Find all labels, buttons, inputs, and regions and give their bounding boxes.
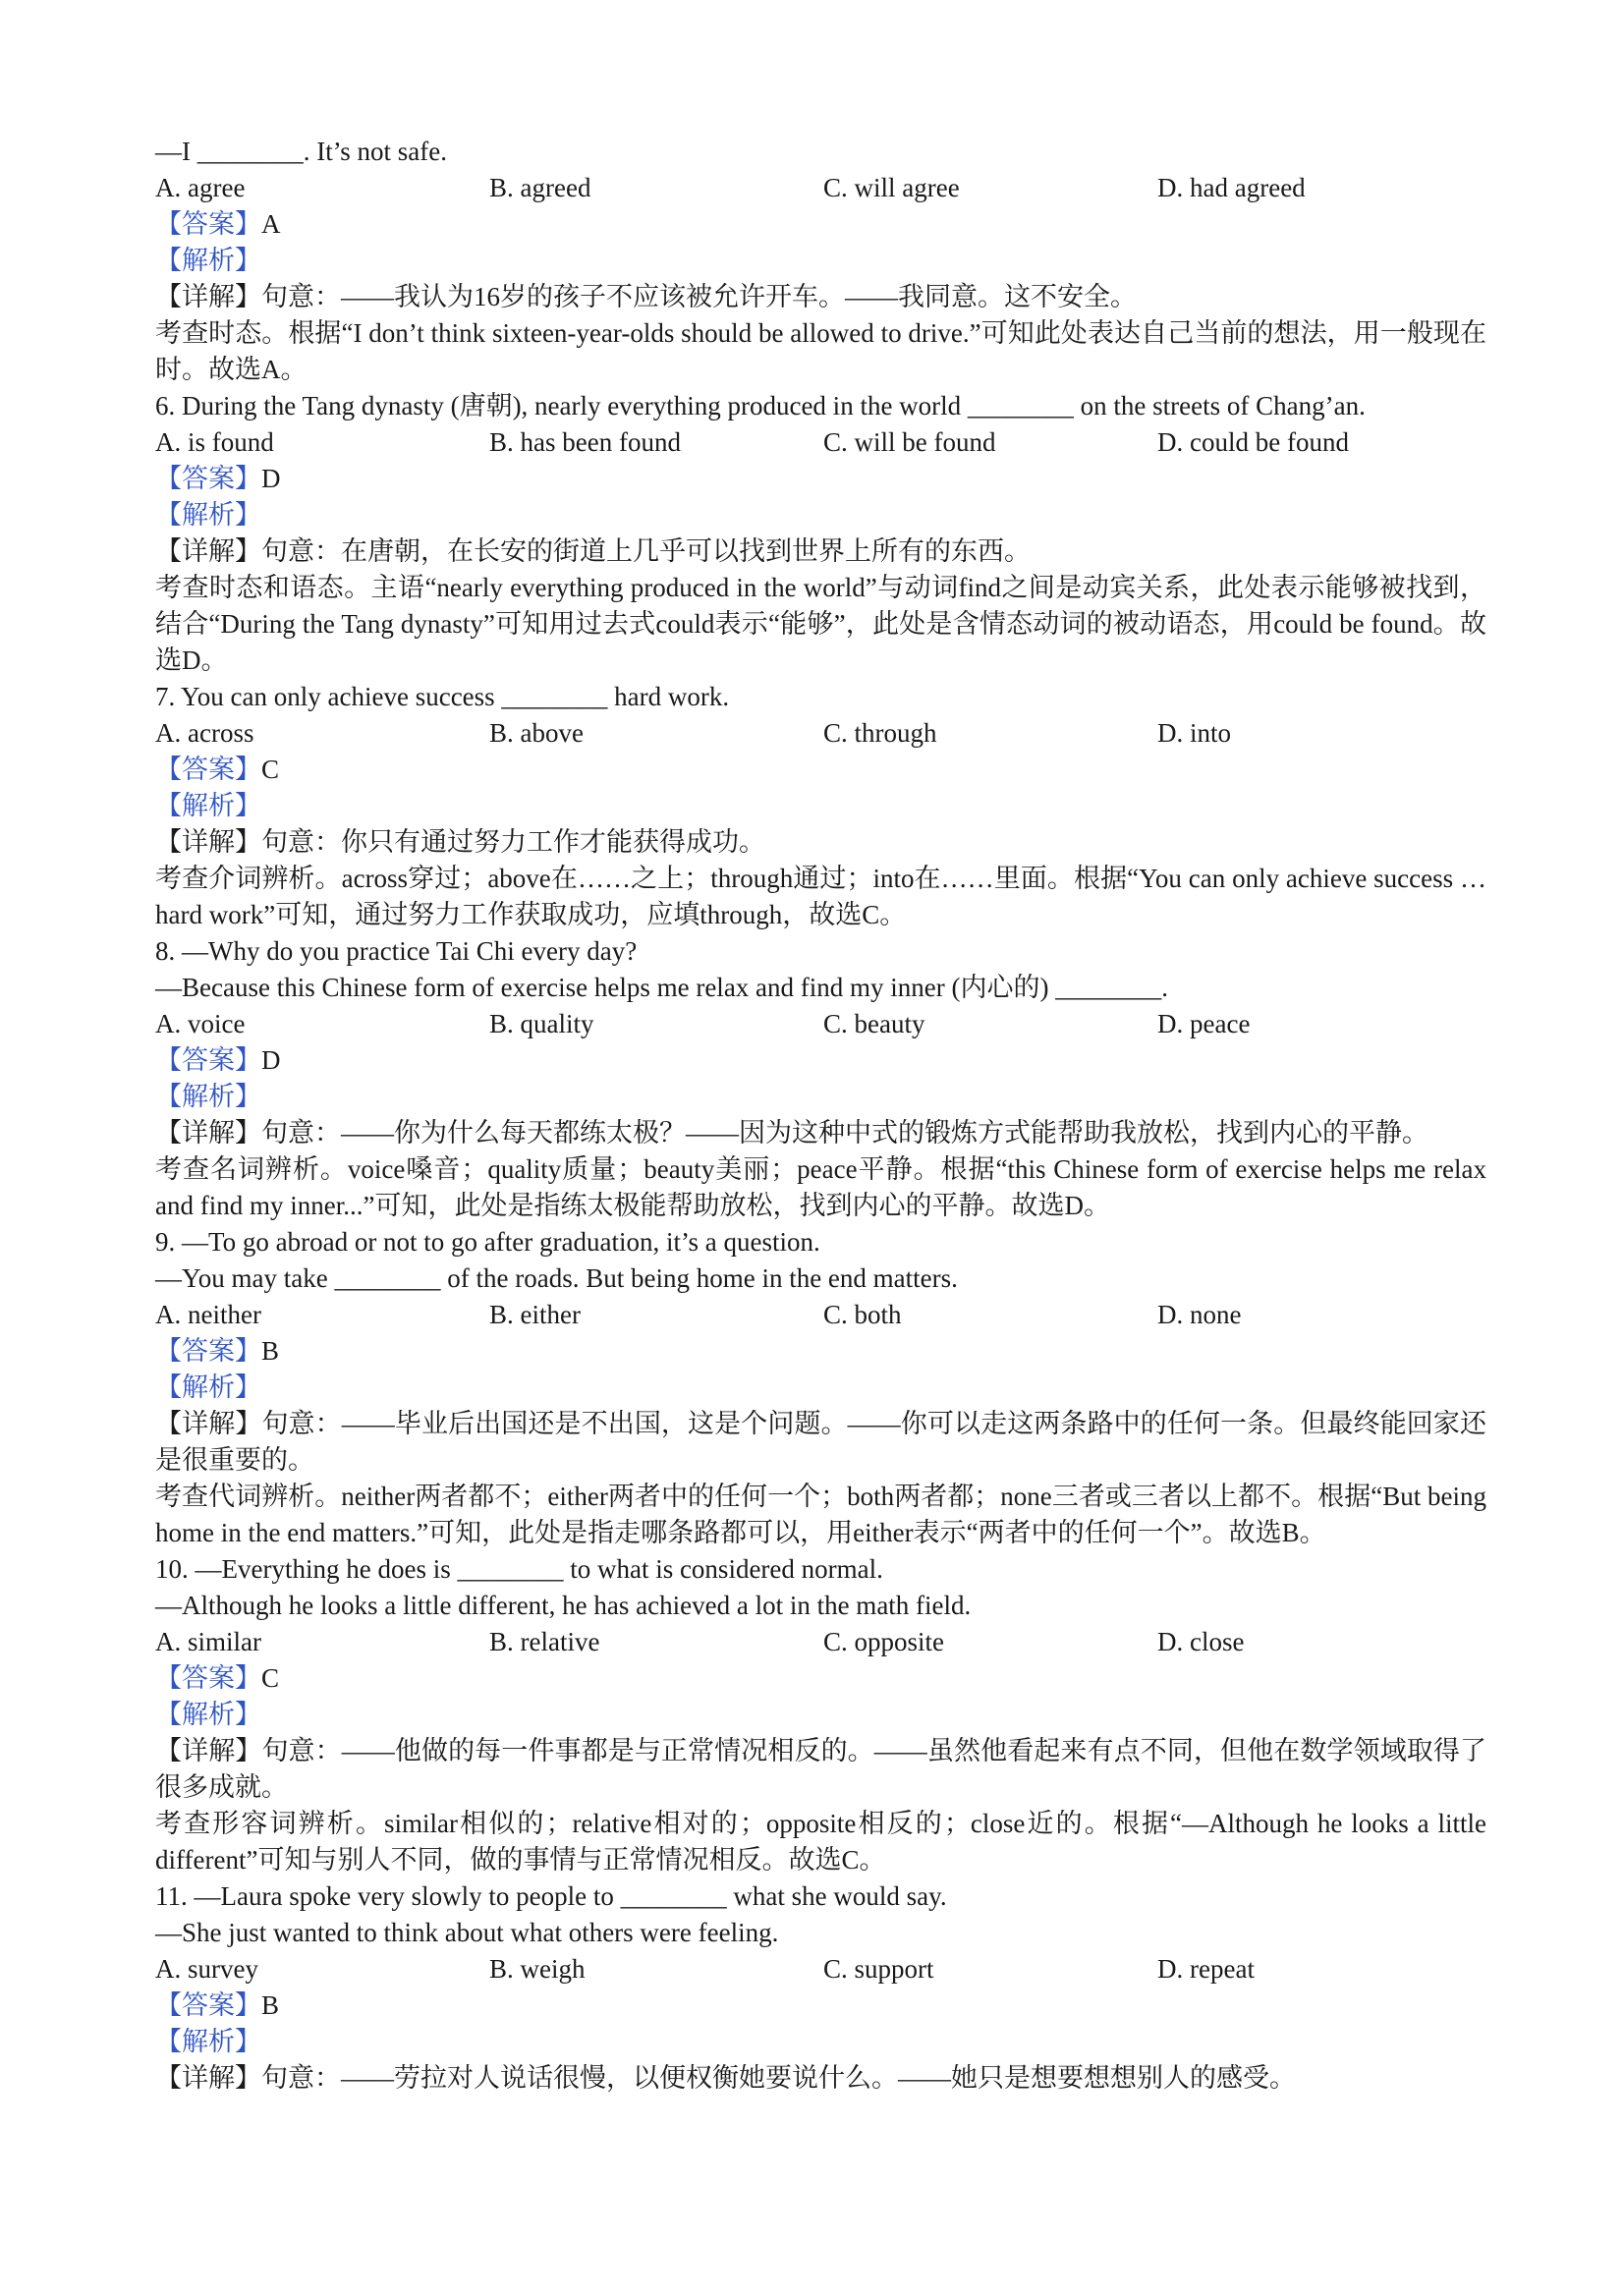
q11-stem-2: —She just wanted to think about what others were feeling. [155, 1918, 779, 1947]
q11-option-b: B. weigh [489, 1954, 586, 1984]
q7-options [155, 715, 1486, 752]
q11-detail [155, 2060, 1486, 2097]
q5-analysis [155, 243, 1486, 279]
detail-label: 【详解】 [155, 1118, 261, 1148]
q7-analysis [155, 788, 1486, 824]
q6-option-a: A. is found [155, 427, 274, 457]
q8-option-c: C. beauty [823, 1009, 925, 1038]
q11-options [155, 1951, 1486, 1988]
q9-answer-value: B [261, 1336, 280, 1366]
q11-stem-1: 11. —Laura spoke very slowly to people to ________ what she would say. [155, 1881, 947, 1911]
q6-option-c: C. will be found [823, 427, 996, 457]
q9-detail [155, 1406, 1486, 1479]
q5-option-c: C. will agree [823, 173, 960, 202]
q7-answer-value: C [261, 755, 280, 784]
q9-answer [155, 1333, 1486, 1370]
q6-option-d: D. could be found [1157, 427, 1349, 457]
q8-stem-1: 8. —Why do you practice Tai Chi every day? [155, 936, 638, 966]
analysis-label: 【解析】 [155, 791, 261, 820]
answer-label: 【答案】 [155, 755, 261, 784]
q10-option-b: B. relative [489, 1627, 600, 1656]
q8-answer [155, 1042, 1486, 1079]
q10-answer [155, 1660, 1486, 1697]
q7-explain: 考查介词辨析。across穿过；above在……之上；through通过；into在……里面。根据“You can only achieve success … hard work”可知，通过努力工作获取成功，应填through，故选C。 [155, 864, 1486, 929]
q11-option-a: A. survey [155, 1954, 258, 1984]
q10-stem-2: —Although he looks a little different, he has achieved a lot in the math field. [155, 1591, 972, 1620]
q5-stem: —I ________. It’s not safe. [155, 137, 447, 166]
q9-option-b: B. either [489, 1300, 581, 1329]
analysis-label: 【解析】 [155, 1082, 261, 1111]
q5-detail [155, 279, 1486, 315]
q10-detail-text: 句意：——他做的每一件事都是与正常情况相反的。——虽然他看起来有点不同，但他在数学领域取得了很多成就。 [155, 1736, 1487, 1802]
q11-analysis [155, 2024, 1486, 2060]
q6-options [155, 424, 1486, 461]
q5-answer-value: A [261, 209, 281, 239]
q10-analysis [155, 1697, 1486, 1733]
q9-option-a: A. neither [155, 1300, 261, 1329]
q6-explain: 考查时态和语态。主语“nearly everything produced in the world”与动词find之间是动宾关系，此处表示能够被找到，结合“During the Tang dynasty”可知用过去式could表示“能够”，此处是含情态动词的被动语态，用could be found。故选D。 [155, 573, 1486, 675]
q8-detail [155, 1115, 1486, 1151]
q5-option-b: B. agreed [489, 173, 591, 202]
q9-detail-text: 句意：——毕业后出国还是不出国，这是个问题。——你可以走这两条路中的任何一条。但最终能回家还是很重要的。 [155, 1409, 1487, 1475]
q11-answer-value: B [261, 1990, 280, 2020]
q7-option-d: D. into [1157, 718, 1232, 748]
detail-label: 【详解】 [155, 2063, 261, 2093]
q10-stem-1: 10. —Everything he does is ________ to what is considered normal. [155, 1554, 883, 1584]
q8-detail-text: 句意：——你为什么每天都练太极？——因为这种中式的锻炼方式能帮助我放松，找到内心的平静。 [261, 1118, 1428, 1148]
q11-option-d: D. repeat [1157, 1954, 1255, 1984]
q10-option-c: C. opposite [823, 1627, 945, 1656]
q5-explain: 考查时态。根据“I don’t think sixteen-year-olds should be allowed to drive.”可知此处表达自己当前的想法，用一般现在时。故选A。 [155, 318, 1486, 384]
q5-answer [155, 206, 1486, 243]
q8-stem-2: —Because this Chinese form of exercise helps me relax and find my inner (内心的) ________. [155, 973, 1168, 1002]
q7-detail [155, 824, 1486, 861]
answer-label: 【答案】 [155, 1663, 261, 1693]
analysis-label: 【解析】 [155, 2027, 261, 2056]
q8-answer-value: D [261, 1045, 281, 1075]
q5-option-a: A. agree [155, 173, 246, 202]
q8-options [155, 1006, 1486, 1042]
q5-option-d: D. had agreed [1157, 173, 1306, 202]
answer-label: 【答案】 [155, 1336, 261, 1366]
q10-explain: 考查形容词辨析。similar相似的；relative相对的；opposite相反的；close近的。根据“—Although he looks a little different”可知与别人不同，做的事情与正常情况相反。故选C。 [155, 1809, 1486, 1875]
detail-label: 【详解】 [155, 282, 261, 311]
detail-label: 【详解】 [155, 827, 261, 857]
q8-option-b: B. quality [489, 1009, 594, 1038]
q6-analysis [155, 497, 1486, 533]
answer-label: 【答案】 [155, 464, 261, 493]
answer-label: 【答案】 [155, 1990, 261, 2020]
q10-options [155, 1624, 1486, 1660]
detail-label: 【详解】 [155, 536, 261, 566]
q7-option-c: C. through [823, 718, 937, 748]
q8-option-d: D. peace [1157, 1009, 1251, 1038]
q9-stem-2: —You may take ________ of the roads. But being home in the end matters. [155, 1263, 958, 1293]
q8-analysis [155, 1079, 1486, 1115]
q9-stem-1: 9. —To go abroad or not to go after graduation, it’s a question. [155, 1227, 820, 1257]
q6-answer-value: D [261, 464, 281, 493]
analysis-label: 【解析】 [155, 500, 261, 530]
q10-answer-value: C [261, 1663, 280, 1693]
q7-detail-text: 句意：你只有通过努力工作才能获得成功。 [261, 827, 765, 857]
q9-option-d: D. none [1157, 1300, 1242, 1329]
q6-detail-text: 句意：在唐朝，在长安的街道上几乎可以找到世界上所有的东西。 [261, 536, 1031, 566]
q7-answer [155, 752, 1486, 788]
q9-explain: 考查代词辨析。neither两者都不；either两者中的任何一个；both两者都；none三者或三者以上都不。根据“But being home in the end matters.”可知，此处是指走哪条路都可以，用either表示“两者中的任何一个”。故选B。 [155, 1482, 1486, 1547]
q11-option-c: C. support [823, 1954, 934, 1984]
q6-answer [155, 461, 1486, 497]
q10-detail [155, 1733, 1486, 1806]
q9-options [155, 1297, 1486, 1333]
q6-stem: 6. During the Tang dynasty (唐朝), nearly everything produced in the world ________ on the streets of Chang’an. [155, 391, 1366, 420]
detail-label: 【详解】 [155, 1736, 262, 1765]
answer-label: 【答案】 [155, 1045, 261, 1075]
q8-option-a: A. voice [155, 1009, 246, 1038]
q5-detail-text: 句意：——我认为16岁的孩子不应该被允许开车。——我同意。这不安全。 [261, 282, 1137, 311]
q9-option-c: C. both [823, 1300, 902, 1329]
q11-answer [155, 1988, 1486, 2024]
analysis-label: 【解析】 [155, 246, 261, 275]
analysis-label: 【解析】 [155, 1700, 261, 1729]
q6-option-b: B. has been found [489, 427, 681, 457]
q7-option-a: A. across [155, 718, 254, 748]
q5-options [155, 170, 1486, 206]
document-page [155, 134, 1486, 2097]
q9-analysis [155, 1370, 1486, 1406]
q11-detail-text: 句意：——劳拉对人说话很慢，以便权衡她要说什么。——她只是想要想想别人的感受。 [261, 2063, 1296, 2093]
q10-option-a: A. similar [155, 1627, 261, 1656]
analysis-label: 【解析】 [155, 1372, 261, 1402]
q6-detail [155, 533, 1486, 570]
answer-label: 【答案】 [155, 209, 261, 239]
detail-label: 【详解】 [155, 1409, 262, 1438]
q10-option-d: D. close [1157, 1627, 1245, 1656]
q8-explain: 考查名词辨析。voice嗓音；quality质量；beauty美丽；peace平静。根据“this Chinese form of exercise helps me relax and find my inner...”可知，此处是指练太极能帮助放松，找到内心的平静。故选D。 [155, 1154, 1486, 1220]
q7-stem: 7. You can only achieve success ________ hard work. [155, 682, 730, 711]
q7-option-b: B. above [489, 718, 584, 748]
